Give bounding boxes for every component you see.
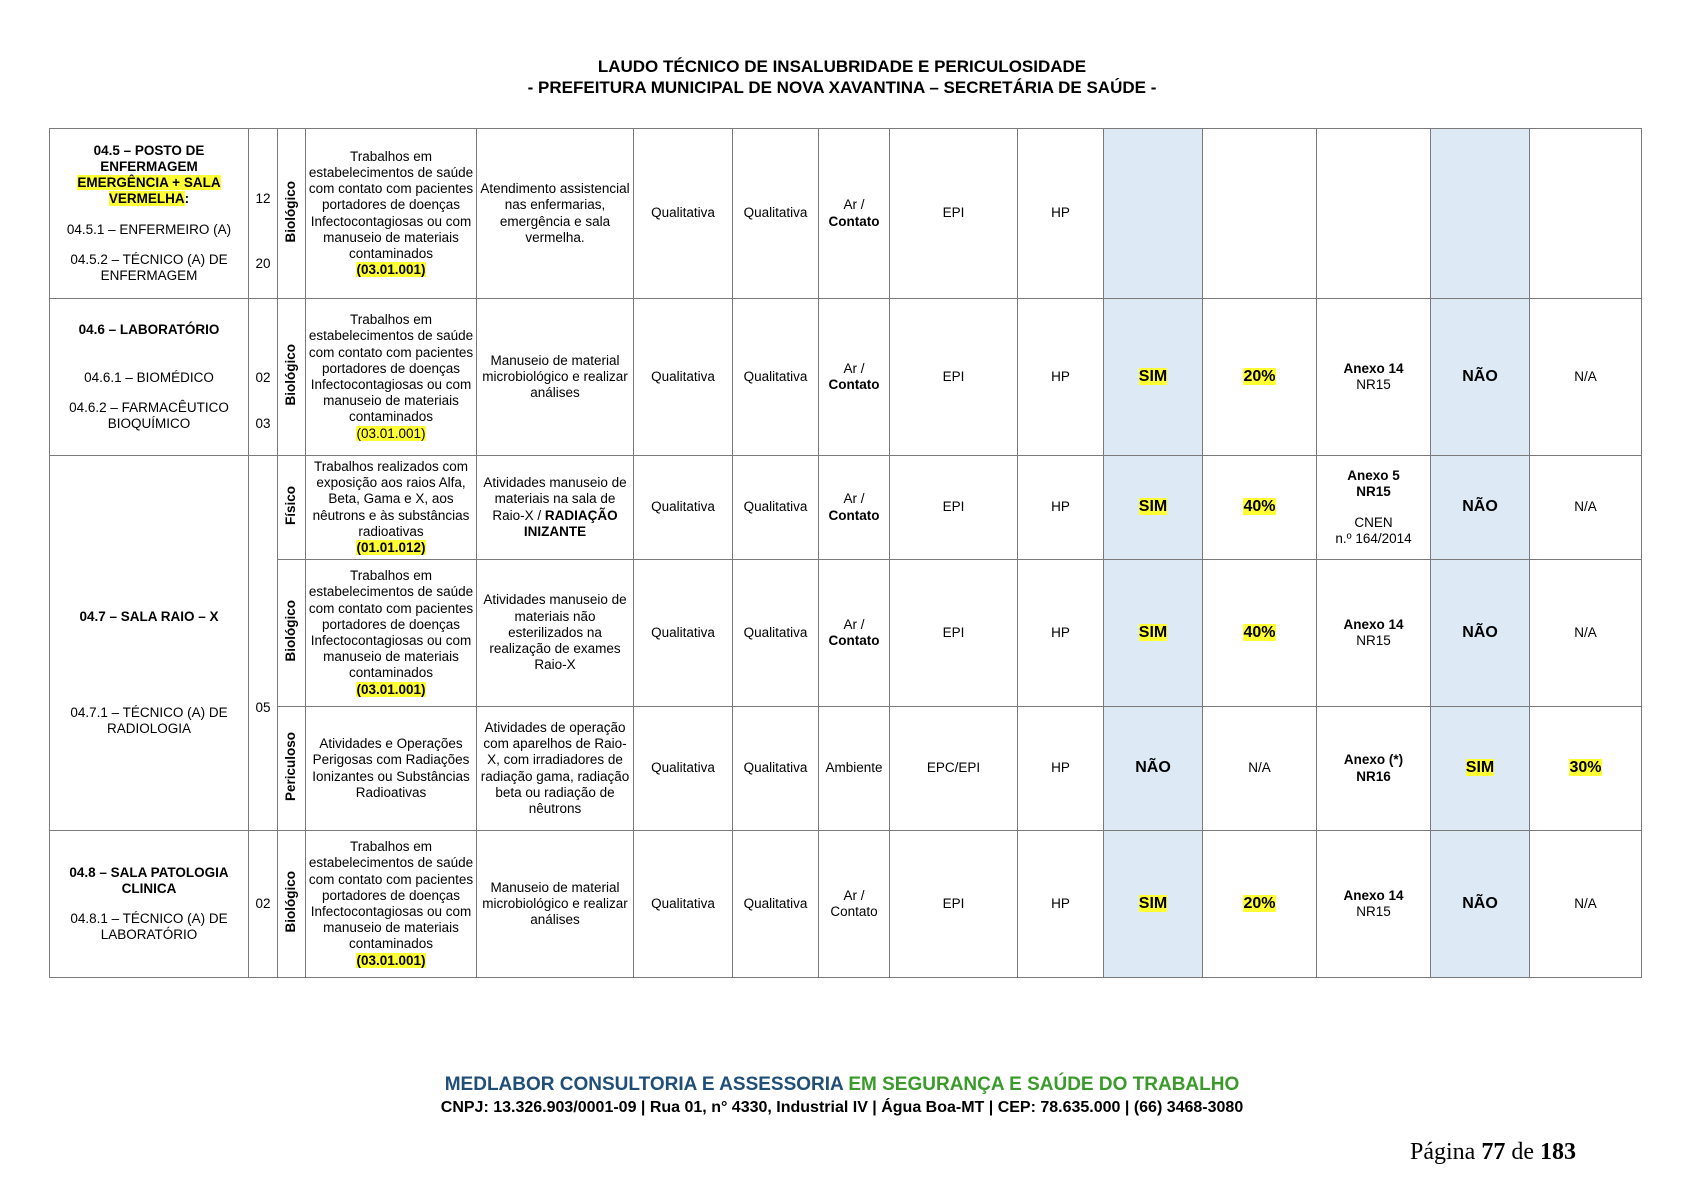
cargo-name: 04.7.1 – TÉCNICO (A) DE RADIOLOGIA (70, 704, 228, 737)
activity-text: Atividades manuseio de materiais não esterilizados na realização de exames Raio-X (483, 592, 627, 673)
cargo-name: 04.6.1 – BIOMÉDICO (84, 369, 214, 385)
header-title: LAUDO TÉCNICO DE INSALUBRIDADE E PERICULOSIDADE (597, 57, 1087, 76)
risk-type-cell (278, 129, 306, 299)
setor-name: 04.6 – LABORATÓRIO (78, 321, 220, 337)
risk-type-cell (278, 456, 306, 560)
norm-cnen-number: n.º 164/2014 (1335, 530, 1412, 546)
risk-type-cell (278, 560, 306, 707)
risk-type: Biológico (283, 344, 299, 406)
exposure-route-cell: Ambiente (819, 707, 890, 831)
hazard-value: NÃO (1462, 894, 1498, 912)
insalubrity-cell (1104, 129, 1203, 299)
agent-text: Trabalhos realizados com exposição aos raios Alfa, Beta, Gama e X, aos nêutrons e às substâncias radioativas (312, 458, 470, 539)
table-row (50, 456, 1642, 560)
degree-cell (1203, 560, 1317, 707)
hazard-value: NÃO (1462, 498, 1498, 516)
agent-code: (03.01.001) (356, 425, 426, 441)
protection-cell: EPI (890, 831, 1018, 978)
evaluation-cell: Qualitativa (634, 831, 733, 978)
additional-value: 30% (1569, 759, 1602, 777)
risk-type: Periculoso (283, 731, 299, 801)
hazard-cell (1431, 707, 1530, 831)
page-label: Página (1410, 1139, 1476, 1165)
agent-code: (03.01.001) (356, 952, 426, 968)
quantity: 12 (255, 191, 271, 207)
protection-cell: EPI (890, 456, 1018, 560)
cargo-name: 04.6.2 – FARMACÊUTICO BIOQUÍMICO (69, 400, 229, 432)
setor-cell (50, 299, 249, 456)
protection-cell: EPI (890, 129, 1018, 299)
exposure-route: Ar / (843, 491, 865, 507)
page-current: 77 (1481, 1139, 1506, 1165)
exposure-route-cell (819, 831, 890, 978)
additional-cell: N/A (1530, 831, 1642, 978)
additional-cell: N/A (1530, 299, 1642, 456)
exposure-route: Ar / (843, 616, 865, 632)
insalubrity-cell (1104, 560, 1203, 707)
degree-value: 40% (1243, 623, 1276, 641)
norm-nr: NR16 (1356, 768, 1391, 784)
quantity-cell (249, 456, 278, 831)
degree-cell (1203, 299, 1317, 456)
activity-emphasis: RADIAÇÃO INIZANTE (523, 507, 618, 539)
frequency-cell: HP (1018, 560, 1104, 707)
norm-annex: Anexo 14 (1343, 616, 1404, 632)
insalubrity-cell (1104, 456, 1203, 560)
additional-cell: N/A (1530, 456, 1642, 560)
exposure-route: Contato (828, 633, 880, 648)
norm-cell (1317, 560, 1431, 707)
risk-type: Biológico (283, 600, 299, 662)
norm-nr: NR15 (1356, 904, 1391, 919)
agent-cell (306, 560, 477, 707)
activity-cell (477, 456, 634, 560)
quantity: 02 (255, 369, 271, 385)
exposure-route-cell (819, 456, 890, 560)
exposure-route: Contato (828, 377, 880, 392)
exposure-route: Contato (828, 213, 880, 229)
activity-cell (477, 129, 634, 299)
frequency-cell: HP (1018, 129, 1104, 299)
quantity: 20 (255, 255, 271, 271)
frequency-cell: HP (1018, 456, 1104, 560)
hazard-value: NÃO (1462, 367, 1498, 385)
risk-type: Biológico (283, 871, 299, 933)
agent-code: (01.01.012) (356, 539, 426, 555)
agent-code: (03.01.001) (356, 681, 426, 697)
insalubrity-cell (1104, 299, 1203, 456)
risk-type: Físico (283, 485, 299, 525)
risk-type-cell (278, 299, 306, 456)
page-total: 183 (1540, 1139, 1576, 1165)
protection-cell: EPI (890, 560, 1018, 707)
hazard-cell (1431, 560, 1530, 707)
evaluation-cell: Qualitativa (733, 831, 819, 978)
setor-name: 04.7 – SALA RAIO – X (79, 608, 219, 624)
norm-cell (1317, 707, 1431, 831)
risk-type-cell (278, 831, 306, 978)
table-row (50, 707, 1642, 831)
footer-company (0, 1074, 1684, 1096)
page-number (1410, 1139, 1576, 1166)
norm-annex: Anexo (*) (1343, 752, 1404, 768)
degree-value: 40% (1243, 498, 1276, 516)
agent-text: Trabalhos em estabelecimentos de saúde com contato com pacientes portadores de doenças Infectocontagiosas ou com manuseio de materiais contaminados (308, 148, 474, 261)
quantity: 05 (255, 699, 271, 715)
table-row (50, 129, 1642, 299)
evaluation-cell: Qualitativa (733, 299, 819, 456)
hazard-cell (1431, 299, 1530, 456)
insalubrity-value: SIM (1138, 498, 1168, 516)
quantity-cell (249, 129, 278, 299)
quantity: 03 (255, 416, 271, 431)
hazard-cell (1431, 456, 1530, 560)
exposure-route: Contato (828, 507, 880, 523)
table-row (50, 831, 1642, 978)
evaluation-cell: Qualitativa (634, 299, 733, 456)
company-tagline: EM SEGURANÇA E SAÚDE DO TRABALHO (848, 1074, 1240, 1095)
document-header (0, 56, 1684, 98)
frequency-cell: HP (1018, 707, 1104, 831)
header-subtitle: - PREFEITURA MUNICIPAL DE NOVA XAVANTINA – SECRETÁRIA DE SAÚDE - (527, 78, 1157, 97)
norm-annex: Anexo 14 (1343, 360, 1404, 376)
protection-cell: EPC/EPI (890, 707, 1018, 831)
cargo-name: 04.8.1 – TÉCNICO (A) DE LABORATÓRIO (70, 911, 228, 943)
setor-name: 04.8 – SALA PATOLOGIA CLINICA (69, 864, 229, 896)
activity-text: Atividades manuseio de materiais na sala de Raio-X / (483, 475, 627, 523)
setor-cell (50, 129, 249, 299)
norm-annex: Anexo 14 (1343, 887, 1404, 903)
norm-nr: NR15 (1356, 377, 1391, 392)
table-row (50, 299, 1642, 456)
frequency-cell: HP (1018, 299, 1104, 456)
risk-type: Biológico (283, 180, 299, 243)
risk-table (49, 128, 1642, 978)
insalubrity-value: NÃO (1135, 759, 1171, 777)
exposure-route: Ar / (843, 360, 865, 376)
agent-cell (306, 707, 477, 831)
evaluation-cell: Qualitativa (634, 456, 733, 560)
exposure-route-cell (819, 560, 890, 707)
insalubrity-cell (1104, 707, 1203, 831)
quantity-cell (249, 299, 278, 456)
additional-cell: N/A (1530, 560, 1642, 707)
setor-cell (50, 456, 249, 831)
evaluation-cell: Qualitativa (634, 707, 733, 831)
hazard-value: SIM (1465, 759, 1495, 777)
degree-cell: N/A (1203, 707, 1317, 831)
hazard-value: NÃO (1462, 623, 1498, 641)
activity-cell (477, 707, 634, 831)
setor-cell (50, 831, 249, 978)
additional-cell (1530, 707, 1642, 831)
insalubrity-value: SIM (1138, 367, 1168, 385)
company-name: MEDLABOR CONSULTORIA E ASSESSORIA (444, 1074, 844, 1095)
setor-colon: : (184, 191, 190, 207)
norm-cell (1317, 456, 1431, 560)
agent-text: Trabalhos em estabelecimentos de saúde com contato com pacientes portadores de doenças Infectocontagiosas ou com manuseio de materiais contaminados (308, 839, 474, 952)
degree-cell (1203, 831, 1317, 978)
norm-cell (1317, 831, 1431, 978)
agent-cell (306, 456, 477, 560)
exposure-route-cell (819, 129, 890, 299)
activity-text: Atividades de operação com aparelhos de Raio-X, com irradiadores de radiação gama, radiação beta ou radiação de nêutrons (480, 719, 630, 816)
exposure-route-cell (819, 299, 890, 456)
footer-address: CNPJ: 13.326.903/0001-09 | Rua 01, n° 4330, Industrial IV | Água Boa-MT | CEP: 78.635.000 | (66) 3468-3080 (440, 1099, 1244, 1116)
activity-text: Manuseio de material microbiológico e realizar análises (482, 352, 628, 401)
agent-cell (306, 129, 477, 299)
cargo-name: 04.5.2 – TÉCNICO (A) DE ENFERMAGEM (70, 251, 228, 283)
insalubrity-value: SIM (1138, 894, 1168, 912)
norm-nr: NR15 (1356, 633, 1391, 648)
evaluation-cell: Qualitativa (733, 456, 819, 560)
activity-cell (477, 831, 634, 978)
setor-highlight: EMERGÊNCIA + SALA VERMELHA (77, 175, 221, 207)
norm-nr: NR15 (1356, 484, 1391, 500)
additional-cell (1530, 129, 1642, 299)
evaluation-cell: Qualitativa (634, 560, 733, 707)
degree-cell (1203, 129, 1317, 299)
agent-text: Atividades e Operações Perigosas com Radiações Ionizantes ou Substâncias Radioativas (312, 736, 470, 800)
frequency-cell: HP (1018, 831, 1104, 978)
evaluation-cell: Qualitativa (634, 129, 733, 299)
activity-cell (477, 299, 634, 456)
exposure-route: Ar / (843, 887, 865, 903)
agent-code: (03.01.001) (356, 262, 426, 278)
norm-cell (1317, 299, 1431, 456)
hazard-cell (1431, 129, 1530, 299)
page-separator: de (1511, 1139, 1534, 1165)
exposure-route: Ar / (843, 197, 865, 213)
activity-cell (477, 560, 634, 707)
agent-text: Trabalhos em estabelecimentos de saúde com contato com pacientes portadores de doenças Infectocontagiosas ou com manuseio de materiais contaminados (308, 568, 474, 681)
agent-text: Trabalhos em estabelecimentos de saúde com contato com pacientes portadores de doenças Infectocontagiosas ou com manuseio de materiais contaminados (308, 312, 474, 425)
norm-annex: Anexo 5 (1347, 468, 1400, 484)
insalubrity-value: SIM (1138, 623, 1168, 641)
protection-cell: EPI (890, 299, 1018, 456)
evaluation-cell: Qualitativa (733, 129, 819, 299)
agent-cell (306, 831, 477, 978)
degree-value: 20% (1243, 367, 1276, 385)
quantity-cell: 02 (249, 831, 278, 978)
agent-cell (306, 299, 477, 456)
insalubrity-cell (1104, 831, 1203, 978)
setor-name: 04.5 – POSTO DE ENFERMAGEM (93, 142, 205, 174)
norm-cell (1317, 129, 1431, 299)
cargo-name: 04.5.1 – ENFERMEIRO (A) (66, 221, 232, 237)
evaluation-cell: Qualitativa (733, 560, 819, 707)
activity-text: Atendimento assistencial nas enfermarias, emergência e sala vermelha. (480, 181, 630, 245)
degree-cell (1203, 456, 1317, 560)
exposure-route: Contato (830, 904, 878, 919)
evaluation-cell: Qualitativa (733, 707, 819, 831)
degree-value: 20% (1243, 894, 1276, 912)
hazard-cell (1431, 831, 1530, 978)
activity-text: Manuseio de material microbiológico e realizar análises (482, 879, 628, 928)
table-row (50, 560, 1642, 707)
norm-cnen: CNEN (1354, 514, 1393, 530)
risk-type-cell (278, 707, 306, 831)
